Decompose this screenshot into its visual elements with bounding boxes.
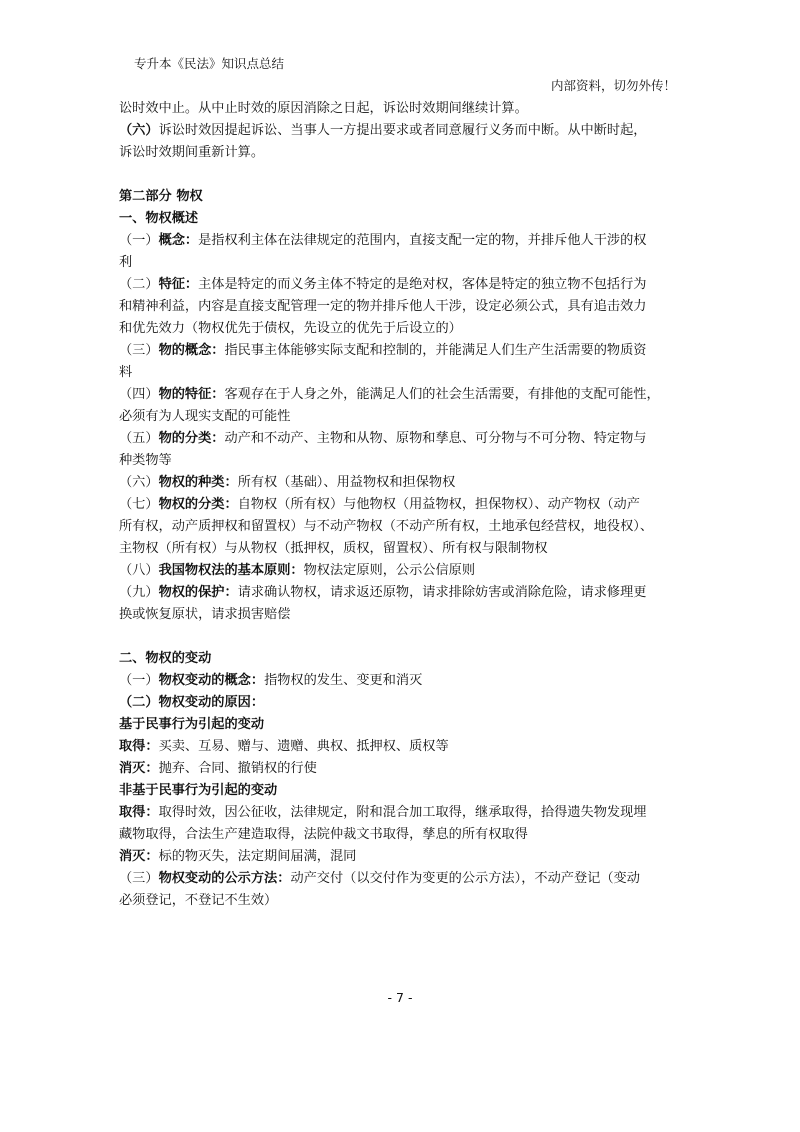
list-item: （九）物权的保护：请求确认物权，请求返还原物，请求排除妨害或消除危险，请求修理更 bbox=[119, 585, 647, 600]
paragraph-line: 和优先效力（物权优先于债权，先设立的优先于后设立的） bbox=[119, 321, 462, 336]
list-item: （四）物的特征：客观存在于人身之外，能满足人们的社会生活需要，有排他的支配可能性， bbox=[119, 387, 660, 402]
paragraph-line: 藏物取得，合法生产建造取得，法院仲裁文书取得，孳息的所有权取得 bbox=[119, 827, 528, 842]
paragraph-line: 料 bbox=[119, 365, 133, 380]
section-items bbox=[119, 230, 685, 626]
paragraph-line: （六）诉讼时效因提起诉讼、当事人一方提出要求或者同意履行义务而中断。从中断时起， bbox=[119, 123, 647, 138]
paragraph-line: 诉讼时效期间重新计算。 bbox=[119, 145, 265, 160]
list-item: （八）我国物权法的基本原则：物权法定原则，公示公信原则 bbox=[119, 563, 476, 578]
list-item: （一）物权变动的概念：指物权的发生、变更和消灭 bbox=[119, 673, 423, 688]
confidential-note: 内部资料，切勿外传！ bbox=[550, 78, 676, 93]
list-item: （二）特征：主体是特定的而义务主体不特定的是绝对权，客体是特定的独立物不包括行为 bbox=[119, 277, 647, 292]
list-item: （七）物权的分类：自物权（所有权）与他物权（用益物权，担保物权）、动产物权（动产 bbox=[119, 497, 640, 512]
list-item: 取得：取得时效，因公征收，法律规定，附和混合加工取得，继承取得，拾得遗失物发现埋 bbox=[119, 805, 647, 820]
main-content bbox=[119, 98, 685, 912]
list-item: 取得：买卖、互易、赠与、遗赠、典权、抵押权、质权等 bbox=[119, 739, 449, 754]
section-heading: 二、物权的变动 bbox=[119, 651, 212, 666]
part-heading: 第二部分 物权 bbox=[119, 189, 203, 204]
list-item: 消灭：标的物灭失，法定期间届满，混同 bbox=[119, 849, 357, 864]
list-item: 消灭：抛弃、合同、撤销权的行使 bbox=[119, 761, 317, 776]
list-item: （三）物的概念：指民事主体能够实际支配和控制的，并能满足人们生产生活需要的物质资 bbox=[119, 343, 647, 358]
list-item: （三）物权变动的公示方法：动产交付（以交付作为变更的公示方法），不动产登记（变动 bbox=[119, 871, 640, 886]
document-title: 专升本《民法》知识点总结 bbox=[134, 56, 285, 71]
sub-heading: 非基于民事行为引起的变动 bbox=[119, 783, 278, 798]
paragraph-line: 讼时效中止。从中止时效的原因消除之日起，诉讼时效期间继续计算。 bbox=[119, 101, 528, 116]
paragraph-line: 必须有为人现实支配的可能性 bbox=[119, 409, 291, 424]
list-item: （六）物权的种类：所有权（基础）、用益物权和担保物权 bbox=[119, 475, 456, 490]
list-item: （五）物的分类：动产和不动产、主物和从物、原物和孳息、可分物与不可分物、特定物与 bbox=[119, 431, 647, 446]
list-item: （二）物权变动的原因： bbox=[119, 695, 265, 710]
paragraph-line: 和精神利益，内容是直接支配管理一定的物并排斥他人干涉，设定必须公式，具有追击效力 bbox=[119, 299, 647, 314]
paragraph-line: 种类物等 bbox=[119, 453, 172, 468]
paragraph-line: 换或恢复原状，请求损害赔偿 bbox=[119, 607, 291, 622]
paragraph-line: 所有权，动产质押权和留置权）与不动产物权（不动产所有权，土地承包经营权，地役权）、 bbox=[119, 519, 654, 534]
list-item: （一）概念：是指权利主体在法律规定的范围内，直接支配一定的物，并排斥他人干涉的权 bbox=[119, 233, 647, 248]
paragraph-line: 主物权（所有权）与从物权（抵押权，质权，留置权）、所有权与限制物权 bbox=[119, 541, 548, 556]
sub-heading: 基于民事行为引起的变动 bbox=[119, 717, 265, 732]
paragraph-line: 利 bbox=[119, 255, 133, 270]
paragraph-line: 必须登记，不登记不生效） bbox=[119, 893, 278, 908]
section-heading: 一、物权概述 bbox=[119, 211, 199, 226]
item-number: （六） bbox=[119, 123, 159, 138]
page-number: - 7 - bbox=[387, 990, 413, 1005]
